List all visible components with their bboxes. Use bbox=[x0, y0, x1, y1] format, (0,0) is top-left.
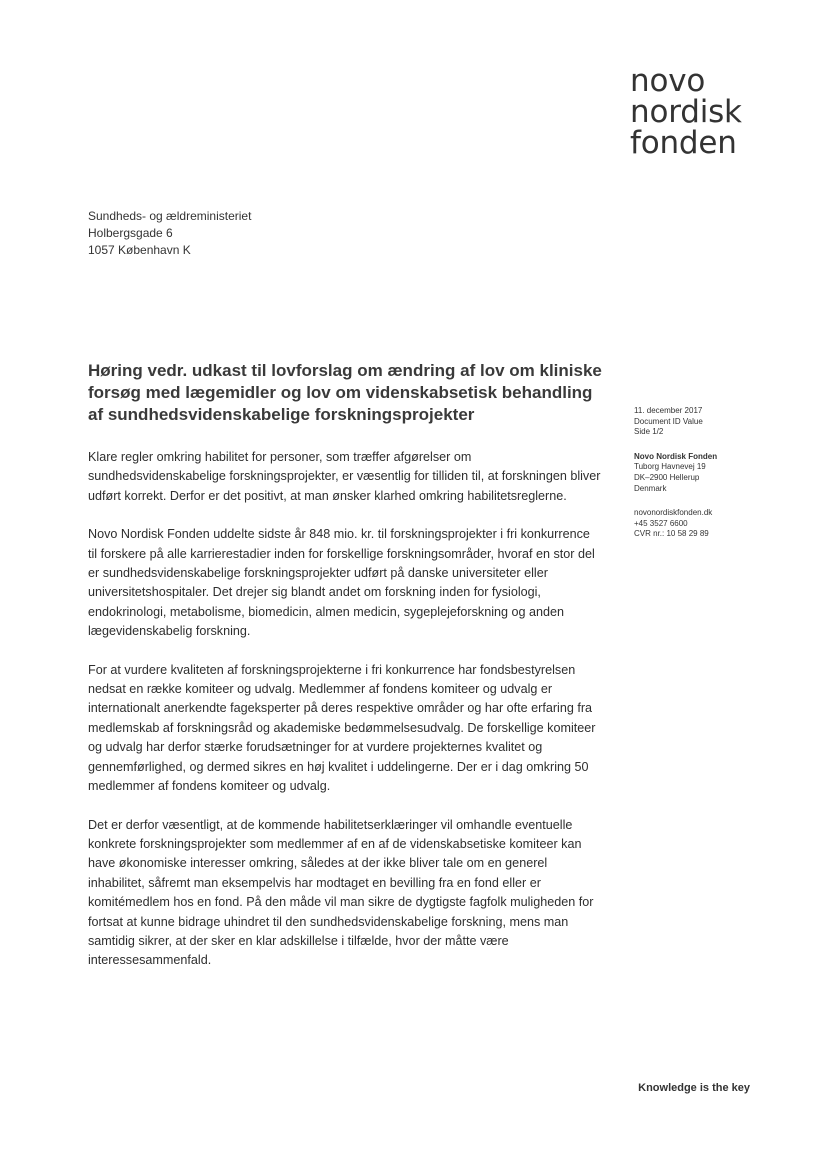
letter-title: Høring vedr. udkast til lovforslag om ændring af lov om kliniske forsøg med lægemidler og lov om videnskabsetisk behandling af sundhedsvidenskabelige forskningsprojekter bbox=[88, 361, 602, 424]
recipient-name: Sundheds- og ældreministeriet bbox=[88, 209, 252, 223]
logo-line-nordisk: nordisk bbox=[630, 94, 742, 130]
sender-street: Tuborg Havnevej 19 bbox=[634, 462, 706, 472]
logo-line-novo: novo bbox=[630, 63, 706, 99]
sender-phone: +45 3527 6600 bbox=[634, 518, 688, 528]
sidebar-spacer bbox=[634, 438, 814, 452]
recipient-address bbox=[88, 208, 388, 259]
letter-date: 11. december 2017 bbox=[634, 406, 703, 415]
recipient-street: Holbergsgade 6 bbox=[88, 226, 173, 240]
sender-name: Novo Nordisk Fonden bbox=[634, 451, 718, 461]
foundation-logo bbox=[630, 63, 810, 161]
sender-website: novonordiskfonden.dk bbox=[634, 508, 713, 518]
sidebar-spacer bbox=[634, 494, 814, 508]
body-paragraph: Det er derfor væsentligt, at de kommende habilitetserklæringer vil omhandle eventuelle konkrete forskningsprojekter som medlemmer af en af de videnskabsetiske komiteer kan have økonomiske interesser omkring, således at der ikke bliver tale om en generel inhabilitet, såfremt man eksempelvis har modtaget en bevilling fra en fond eller er komitémedlem hos en fond. På den måde vil man sikre de dygtigste fagfolk muligheden for fortsat at kunne bidrage uhindret til den sundhedsvidenskabelige forskning, mens man samtidig sikrer, at der sker en klar adskillelse i tilfælde, hvor der måtte være interessesammenfald. bbox=[88, 817, 594, 968]
body-paragraph: Novo Nordisk Fonden uddelte sidste år 848 mio. kr. til forskningsprojekter i fri konkurrence til forskere på alle karrierestadier inden for forskellige forskningsområder, hvoraf en stor del er sundhedsvidenskabelige forskningsprojekter udført på danske universiteter eller universitetshospitaler. Det drejer sig blandt andet om forskning inden for fysiologi, endokrinologi, metabolisme, biomedicin, almen medicin, sygeplejeforskning og anden lægevidenskabelig forskning. bbox=[88, 527, 595, 639]
logo-line-fonden: fonden bbox=[630, 125, 737, 161]
sender-sidebar bbox=[634, 406, 814, 540]
body-paragraph: Klare regler omkring habilitet for personer, som træffer afgørelser om sundhedsvidenskabelige forskningsprojekter, er væsentlig for tilliden til, at forskningen bliver udført korrekt. Derfor er det positivt, at man ønsker klarhed omkring habilitetsreglerne. bbox=[88, 450, 601, 503]
page-number: Side 1/2 bbox=[634, 427, 664, 437]
sender-cvr: CVR nr.: 10 58 29 89 bbox=[634, 529, 709, 539]
sender-city: DK–2900 Hellerup bbox=[634, 472, 700, 482]
sender-country: Denmark bbox=[634, 483, 667, 493]
recipient-city: 1057 København K bbox=[88, 243, 191, 257]
document-id: Document ID Value bbox=[634, 416, 703, 426]
body-paragraph: For at vurdere kvaliteten af forskningsprojekterne i fri konkurrence har fondsbestyrelsen nedsat en række komiteer og udvalg. Medlemmer af fondens komiteer og udvalg er internationalt anerkendte fageksperter på deres respektive områder og har ofte erfaring fra medlemskab af forskningsråd og akademiske bedømmelsesudvalg. De forskellige komiteer og udvalg har derfor stærke forudsætninger for at vurdere projekternes kvalitet og gennemførlighed, og dermed sikres en høj kvalitet i uddelingerne. Der er i dag omkring 50 medlemmer af fondens komiteer og udvalg. bbox=[88, 662, 596, 794]
letter-body bbox=[88, 448, 602, 990]
footer-tagline: Knowledge is the key bbox=[638, 1082, 750, 1094]
